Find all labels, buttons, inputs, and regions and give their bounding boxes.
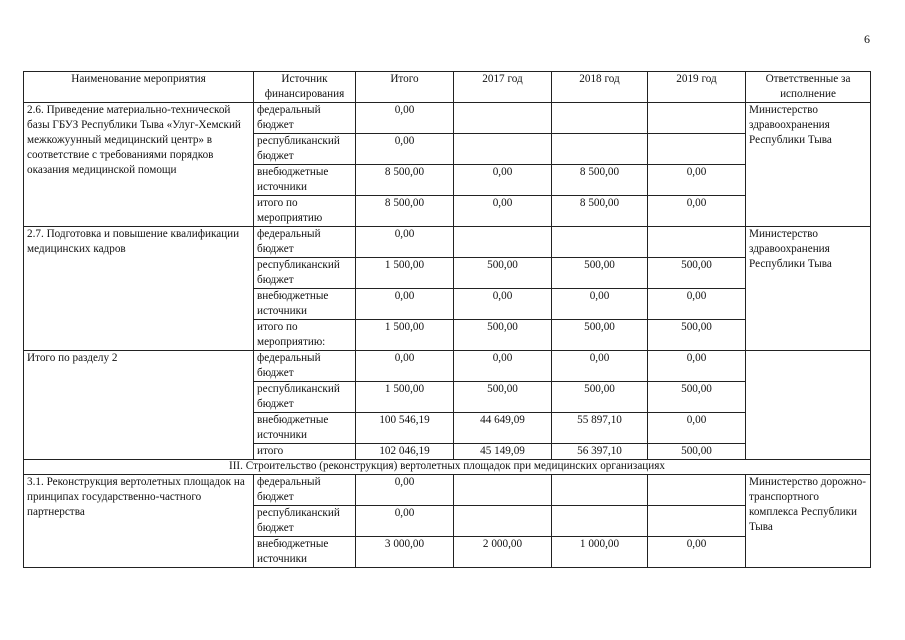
y2018-cell [552, 134, 648, 165]
y2018-cell: 8 500,00 [552, 165, 648, 196]
source-cell: республиканский бюджет [254, 258, 356, 289]
y2017-cell [454, 227, 552, 258]
total-cell: 0,00 [356, 103, 454, 134]
source-cell: федеральный бюджет [254, 351, 356, 382]
y2019-cell: 0,00 [648, 196, 746, 227]
y2019-cell: 0,00 [648, 351, 746, 382]
responsible-2-7: Министерство здравоохранения Республики Тыва [746, 227, 871, 351]
y2018-cell: 500,00 [552, 258, 648, 289]
y2018-cell [552, 475, 648, 506]
section-2-total-label: Итого по разделу 2 [24, 351, 254, 460]
header-row [24, 72, 871, 103]
section-3-title: III. Строительство (реконструкция) вертолетных площадок при медицинских организациях [24, 460, 871, 475]
header-responsible: Ответственные за исполнение [746, 72, 871, 103]
y2018-cell: 0,00 [552, 289, 648, 320]
source-cell: внебюджетные источники [254, 413, 356, 444]
y2017-cell: 0,00 [454, 351, 552, 382]
y2018-cell [552, 506, 648, 537]
total-cell: 0,00 [356, 134, 454, 165]
y2018-cell [552, 227, 648, 258]
y2018-cell: 500,00 [552, 320, 648, 351]
source-cell: федеральный бюджет [254, 227, 356, 258]
y2017-cell: 44 649,09 [454, 413, 552, 444]
total-cell: 0,00 [356, 506, 454, 537]
total-cell: 1 500,00 [356, 258, 454, 289]
header-2018: 2018 год [552, 72, 648, 103]
table-row [24, 227, 871, 258]
y2018-cell [552, 103, 648, 134]
y2019-cell: 0,00 [648, 165, 746, 196]
y2019-cell [648, 506, 746, 537]
table-row [24, 475, 871, 506]
y2017-cell: 500,00 [454, 258, 552, 289]
y2019-cell [648, 475, 746, 506]
source-cell: внебюджетные источники [254, 537, 356, 568]
program-table [23, 71, 871, 568]
y2019-cell: 500,00 [648, 258, 746, 289]
page-number: 6 [864, 32, 870, 46]
y2017-cell [454, 134, 552, 165]
responsible-3-1: Министерство дорожно-транспортного комплекса Республики Тыва [746, 475, 871, 568]
header-2019: 2019 год [648, 72, 746, 103]
source-cell: федеральный бюджет [254, 475, 356, 506]
total-cell: 3 000,00 [356, 537, 454, 568]
responsible-2-6: Министерство здравоохранения Республики Тыва [746, 103, 871, 227]
y2019-cell [648, 134, 746, 165]
y2018-cell: 56 397,10 [552, 444, 648, 460]
y2018-cell: 8 500,00 [552, 196, 648, 227]
table-row [24, 103, 871, 134]
y2017-cell [454, 506, 552, 537]
event-name-2-7: 2.7. Подготовка и повышение квалификации медицинских кадров [24, 227, 254, 351]
y2019-cell: 0,00 [648, 413, 746, 444]
total-cell: 100 546,19 [356, 413, 454, 444]
section-header-row [24, 460, 871, 475]
total-cell: 0,00 [356, 227, 454, 258]
total-cell: 102 046,19 [356, 444, 454, 460]
total-cell: 0,00 [356, 289, 454, 320]
source-cell: итого по мероприятию [254, 196, 356, 227]
y2019-cell: 500,00 [648, 382, 746, 413]
y2019-cell: 0,00 [648, 537, 746, 568]
y2017-cell [454, 475, 552, 506]
header-2017: 2017 год [454, 72, 552, 103]
y2019-cell: 500,00 [648, 320, 746, 351]
source-cell: итого [254, 444, 356, 460]
y2018-cell: 1 000,00 [552, 537, 648, 568]
source-cell: республиканский бюджет [254, 382, 356, 413]
total-cell: 8 500,00 [356, 196, 454, 227]
total-cell: 1 500,00 [356, 320, 454, 351]
y2019-cell: 0,00 [648, 289, 746, 320]
table-row [24, 351, 871, 382]
y2018-cell: 55 897,10 [552, 413, 648, 444]
source-cell: внебюджетные источники [254, 165, 356, 196]
total-cell: 8 500,00 [356, 165, 454, 196]
responsible-empty [746, 351, 871, 460]
y2017-cell: 0,00 [454, 289, 552, 320]
source-cell: федеральный бюджет [254, 103, 356, 134]
y2017-cell: 0,00 [454, 165, 552, 196]
source-cell: республиканский бюджет [254, 134, 356, 165]
y2017-cell: 500,00 [454, 382, 552, 413]
y2017-cell: 0,00 [454, 196, 552, 227]
total-cell: 0,00 [356, 351, 454, 382]
header-funding-source: Источник финансирования [254, 72, 356, 103]
total-cell: 0,00 [356, 475, 454, 506]
source-cell: республиканский бюджет [254, 506, 356, 537]
event-name-3-1: 3.1. Реконструкция вертолетных площадок на принципах государственно-частного партнерства [24, 475, 254, 568]
y2019-cell [648, 227, 746, 258]
source-cell: внебюджетные источники [254, 289, 356, 320]
source-cell: итого по мероприятию: [254, 320, 356, 351]
y2017-cell [454, 103, 552, 134]
y2018-cell: 500,00 [552, 382, 648, 413]
event-name-2-6: 2.6. Приведение материально-технической базы ГБУЗ Республики Тыва «Улуг-Хемский межкожуунный медицинский центр» в соответствие с требованиями порядков оказания медицинской помощи [24, 103, 254, 227]
y2017-cell: 45 149,09 [454, 444, 552, 460]
y2017-cell: 2 000,00 [454, 537, 552, 568]
header-event-name: Наименование мероприятия [24, 72, 254, 103]
y2017-cell: 500,00 [454, 320, 552, 351]
y2019-cell [648, 103, 746, 134]
total-cell: 1 500,00 [356, 382, 454, 413]
y2018-cell: 0,00 [552, 351, 648, 382]
y2019-cell: 500,00 [648, 444, 746, 460]
header-total: Итого [356, 72, 454, 103]
